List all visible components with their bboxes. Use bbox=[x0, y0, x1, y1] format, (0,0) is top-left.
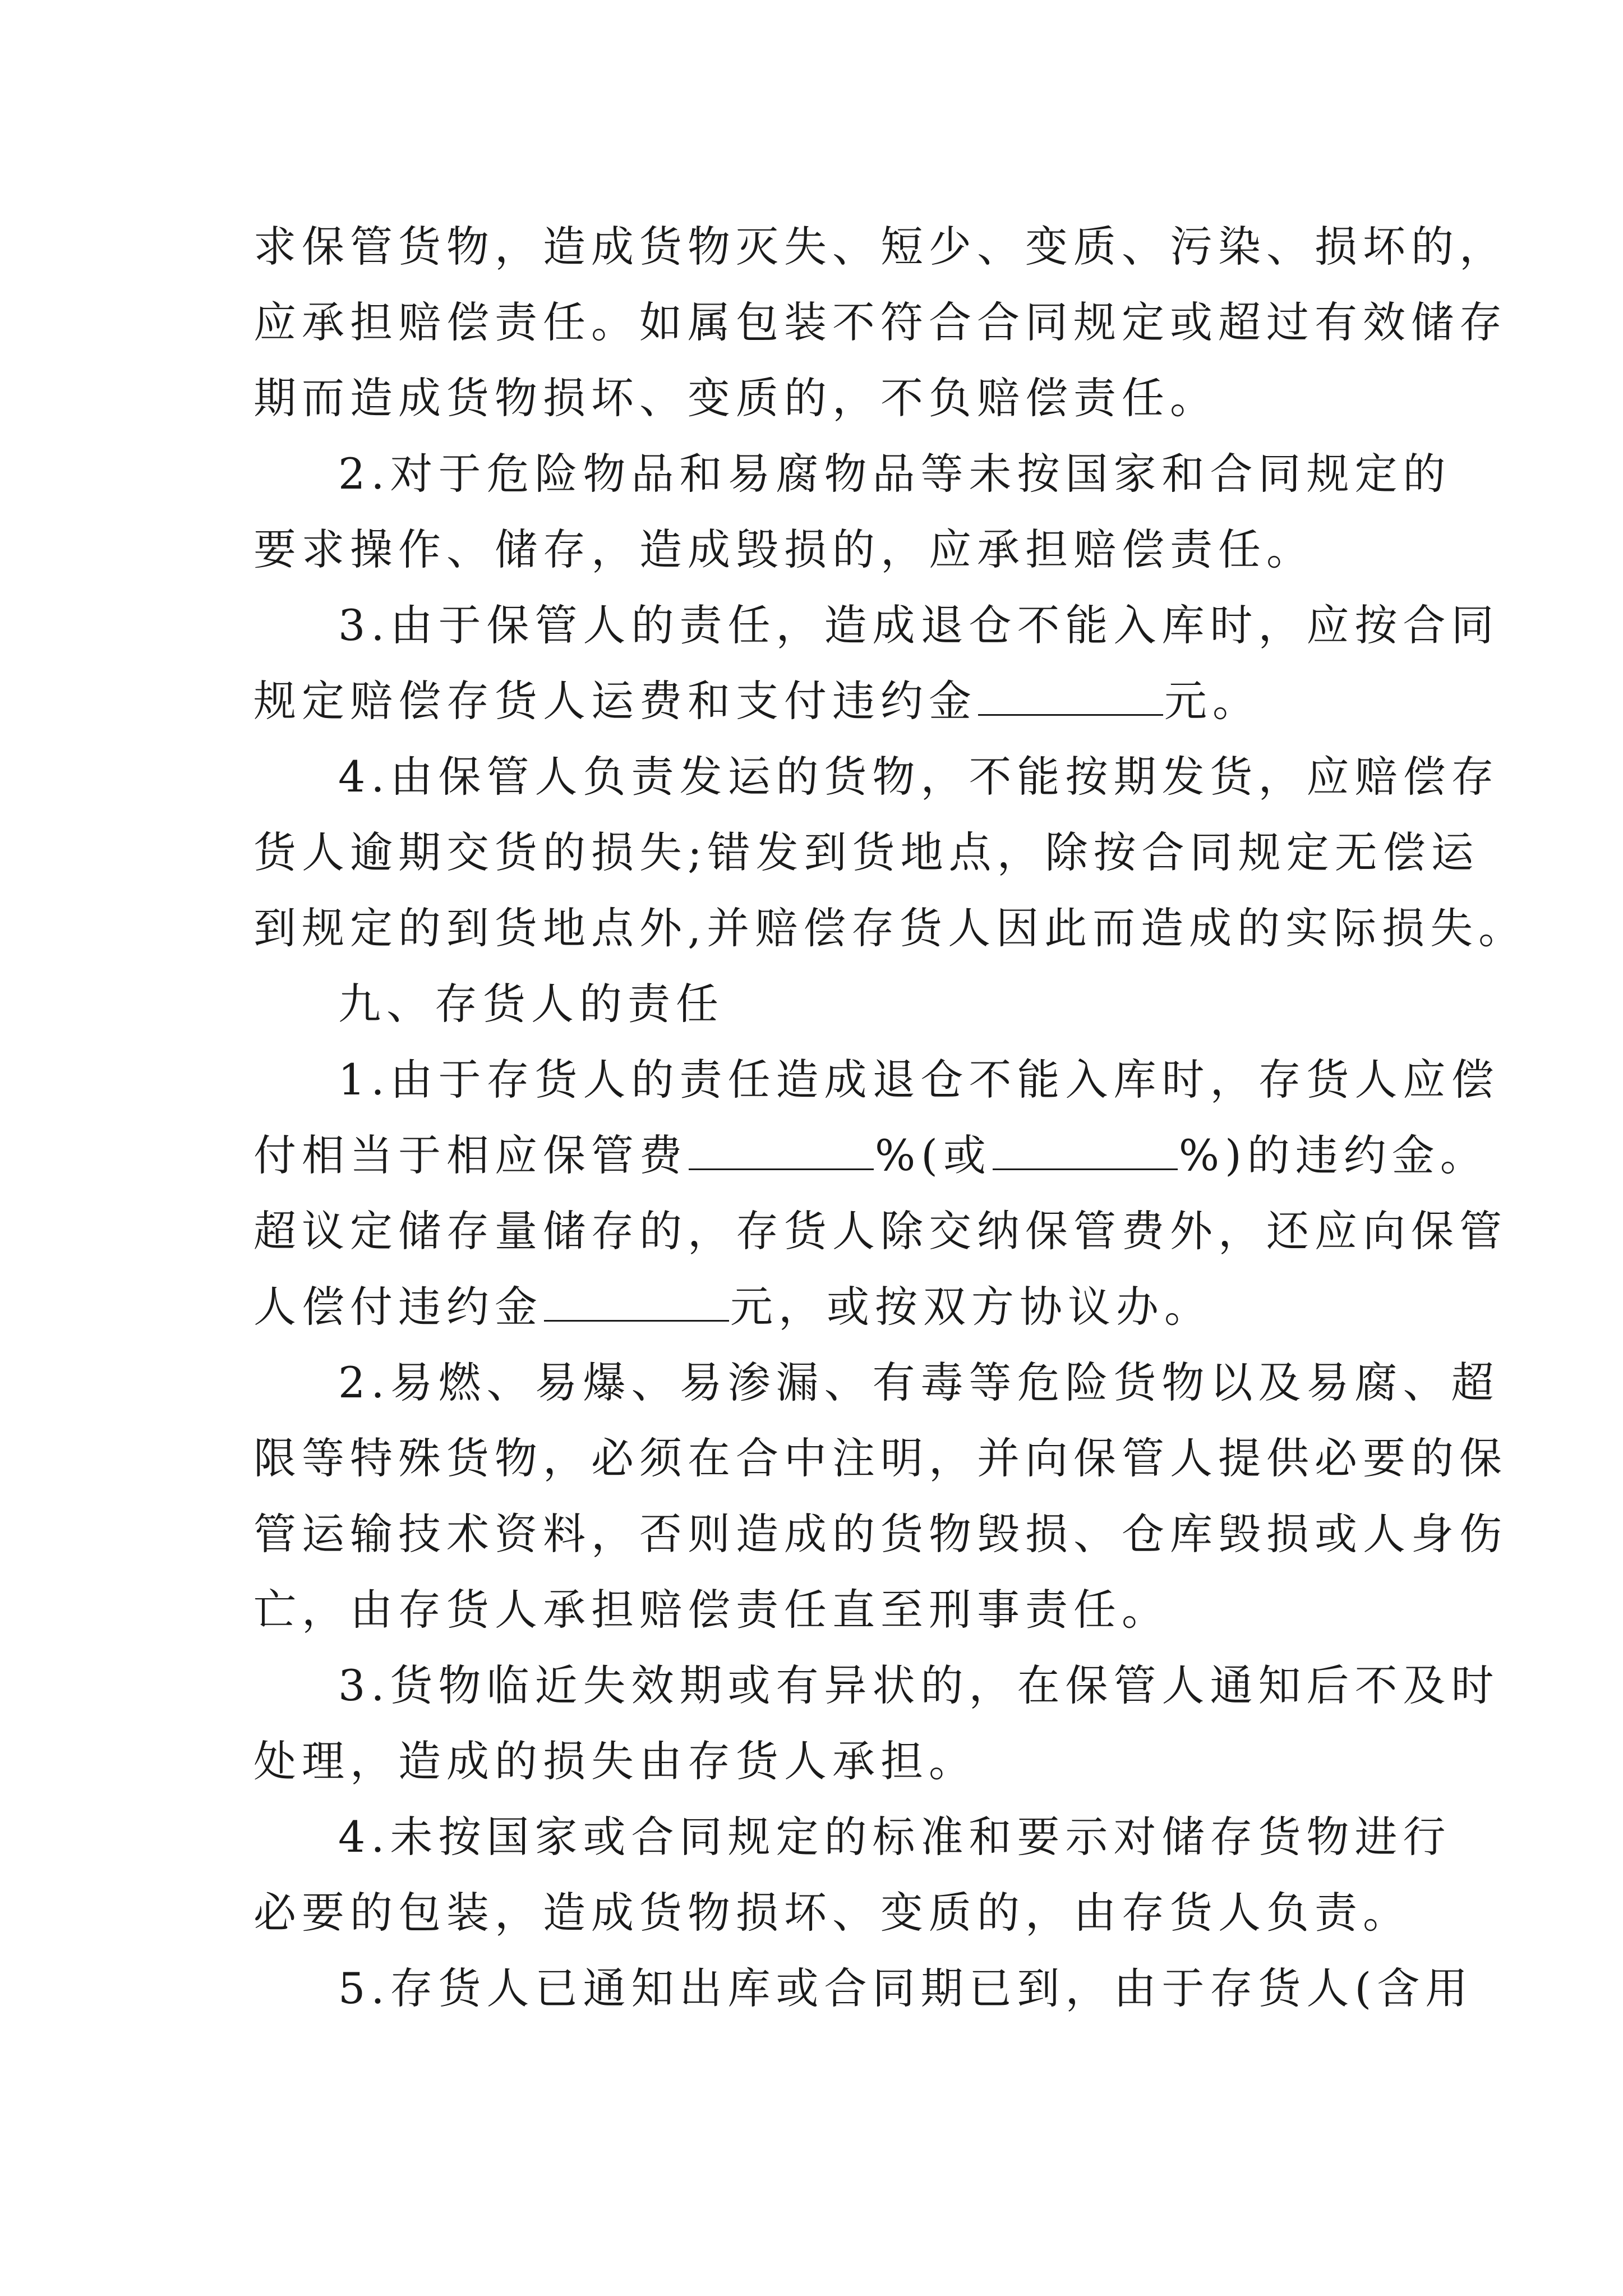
text-segment: 付相当于相应保管费 bbox=[253, 1130, 688, 1180]
paragraph-line: 到规定的到货地点外,并赔偿存货人因此而造成的实际损失。 bbox=[253, 903, 1527, 953]
paragraph-line: 2.易燃、易爆、易渗漏、有毒等危险货物以及易腐、超 bbox=[338, 1358, 1500, 1407]
text-segment: 人偿付违约金 bbox=[253, 1282, 543, 1332]
paragraph-line: 必要的包装，造成货物损坏、变质的，由存货人负责。 bbox=[253, 1888, 1411, 1938]
paragraph-line: 管运输技术资料，否则造成的货物毁损、仓库毁损或人身伤 bbox=[253, 1509, 1507, 1559]
paragraph-line: 3.由于保管人的责任，造成退仓不能入库时，应按合同 bbox=[338, 600, 1500, 650]
paragraph-line: 应承担赔偿责任。如属包装不符合合同规定或超过有效储存 bbox=[253, 297, 1507, 347]
text-segment: 规定赔偿存货人运费和支付违约金 bbox=[253, 676, 977, 726]
paragraph-line: 超议定储存量储存的，存货人除交纳保管费外，还应向保管 bbox=[253, 1206, 1507, 1256]
fill-in-blank bbox=[689, 1163, 874, 1170]
paragraph-line: 亡，由存货人承担赔偿责任直至刑事责任。 bbox=[253, 1585, 1170, 1635]
fill-in-blank bbox=[544, 1314, 729, 1322]
text-segment: 元，或按双方协议办。 bbox=[730, 1282, 1212, 1332]
fill-in-blank bbox=[993, 1163, 1178, 1170]
paragraph-line: 求保管货物，造成货物灭失、短少、变质、污染、损坏的， bbox=[253, 222, 1507, 272]
text-segment: 元。 bbox=[1164, 676, 1261, 726]
paragraph-line: 1.由于存货人的责任造成退仓不能入库时，存货人应偿 bbox=[338, 1055, 1500, 1105]
paragraph-line: 2.对于危险物品和易腐物品等未按国家和合同规定的 bbox=[338, 449, 1451, 499]
paragraph-line: 5.存货人已通知出库或合同期已到，由于存货人(含用 bbox=[338, 1963, 1474, 2013]
section-heading: 九、存货人的责任 bbox=[338, 979, 724, 1029]
paragraph-line bbox=[253, 676, 1261, 726]
paragraph-line: 货人逾期交货的损失;错发到货地点，除按合同规定无偿运 bbox=[253, 827, 1479, 877]
paragraph-line: 限等特殊货物，必须在合中注明，并向保管人提供必要的保 bbox=[253, 1433, 1507, 1483]
text-segment: %(或 bbox=[875, 1130, 992, 1180]
paragraph-line bbox=[253, 1282, 1212, 1332]
paragraph-line: 3.货物临近失效期或有异状的，在保管人通知后不及时 bbox=[338, 1660, 1500, 1710]
paragraph-line: 要求操作、储存，造成毁损的，应承担赔偿责任。 bbox=[253, 524, 1315, 574]
fill-in-blank bbox=[978, 708, 1163, 716]
text-segment: %)的违约金。 bbox=[1178, 1130, 1488, 1180]
paragraph-line: 4.未按国家或合同规定的标准和要示对储存货物进行 bbox=[338, 1812, 1451, 1862]
paragraph-line: 处理，造成的损失由存货人承担。 bbox=[253, 1736, 977, 1786]
paragraph-line: 期而造成货物损坏、变质的，不负赔偿责任。 bbox=[253, 373, 1218, 423]
paragraph-line: 4.由保管人负责发运的货物，不能按期发货，应赔偿存 bbox=[338, 752, 1500, 802]
paragraph-line bbox=[253, 1130, 1488, 1180]
